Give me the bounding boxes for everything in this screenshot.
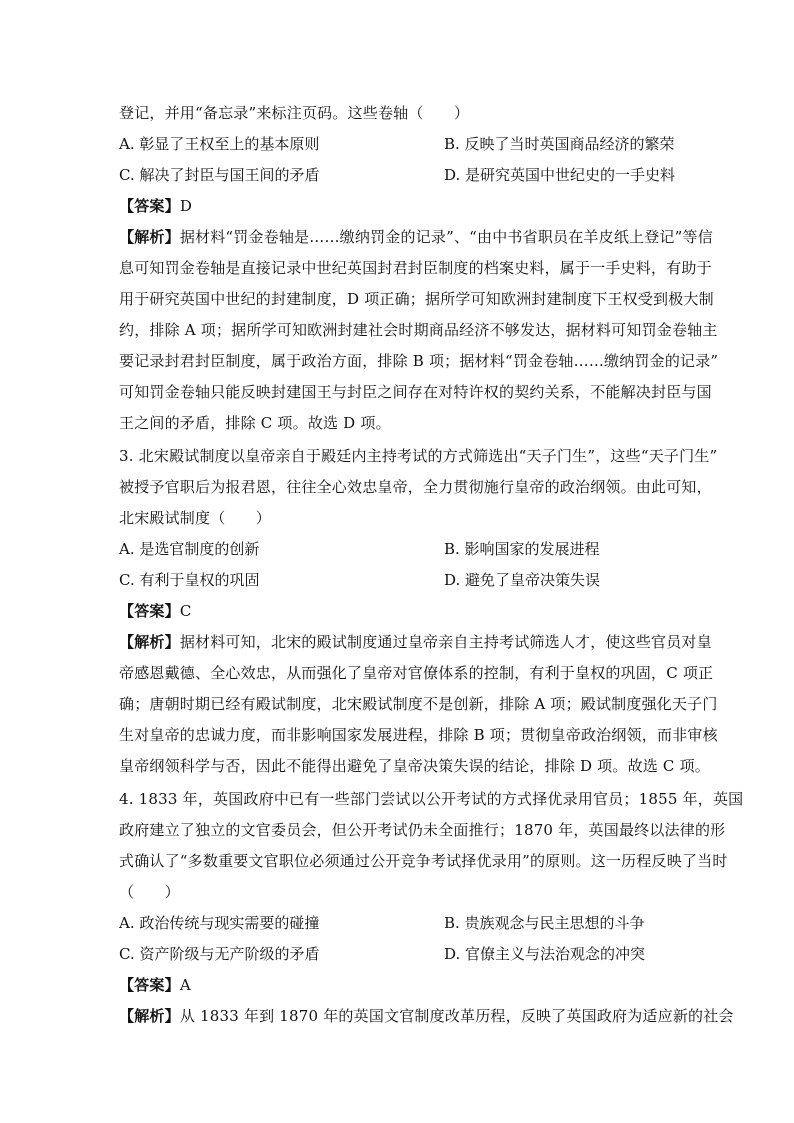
q2-analysis-line: 王之间的矛盾，排除 C 项。故选 D 项。 — [119, 414, 391, 432]
q2-analysis-line: 约，排除 A 项；据所学可知欧洲封建社会时期商品经济不够发达，据材料可知罚金卷轴主 — [119, 321, 718, 339]
q4-option-a: A. 政治传统与现实需要的碰撞 — [119, 914, 320, 932]
q2-option-c: C. 解决了封臣与国王间的矛盾 — [119, 166, 320, 184]
analysis-text: 从 1833 年到 1870 年的英国文官制度改革历程，反映了英国政府为适应新的社会 — [179, 1007, 734, 1025]
q4-stem-line: 式确认了“多数重要文官职位必须通过公开竞争考试择优录用”的原则。这一历程反映了当时 — [119, 852, 728, 870]
q3-analysis-line — [119, 632, 712, 652]
q3-stem-line: 北宋殿试制度（ ） — [119, 509, 272, 527]
analysis-text: 据材料“罚金卷轴是……缴纳罚金的记录”、“由中书省职员在羊皮纸上登记”等信 — [179, 228, 713, 246]
q2-option-d: D. 是研究英国中世纪史的一手史料 — [444, 166, 676, 184]
q3-option-d: D. 避免了皇帝决策失误 — [444, 571, 601, 589]
q3-answer — [119, 601, 679, 621]
q2-analysis-line: 要记录封君封臣制度，属于政治方面，排除 B 项；据材料“罚金卷轴……缴纳罚金的记录” — [119, 352, 719, 370]
q3-stem-line: 3. 北宋殿试制度以皇帝亲自于殿廷内主持考试的方式筛选出“天子门生”，这些“天子门生” — [119, 447, 718, 465]
q2-analysis-line: 用于研究英国中世纪的封建制度，D 项正确；据所学可知欧洲封建制度下王权受到极大制 — [119, 290, 714, 308]
q2-answer — [119, 196, 679, 216]
q2-stem: 登记，并用“备忘录”来标注页码。这些卷轴（ ） — [119, 104, 470, 122]
q4-stem-line: 4. 1833 年，英国政府中已有一些部门尝试以公开考试的方式择优录用官员；1855 年，英国 — [119, 790, 744, 808]
answer-value: A — [179, 976, 191, 994]
q2-analysis-line: 可知罚金卷轴只能反映封建国王与封臣之间存在对特许权的契约关系，不能解决封臣与国 — [119, 383, 712, 401]
q3-option-b: B. 影响国家的发展进程 — [444, 540, 600, 558]
analysis-tag: 【解析】 — [119, 1007, 180, 1025]
q2-option-b: B. 反映了当时英国商品经济的繁荣 — [444, 135, 675, 153]
q3-stem-line: 被授予官职后为报君恩，往往全心效忠皇帝，全力贯彻施行皇帝的政治纲领。由此可知， — [119, 478, 712, 496]
q3-analysis-line: 皇帝纲领科学与否，因此不能得出避免了皇帝决策失误的结论，排除 D 项。故选 C 项。 — [119, 757, 710, 775]
q4-option-c: C. 资产阶级与无产阶级的矛盾 — [119, 945, 320, 963]
q4-stem-line: （ ） — [119, 883, 180, 901]
q4-analysis-line — [119, 1006, 734, 1026]
q3-analysis-line: 帝感恩戴德、全心效忠，从而强化了皇帝对官僚体系的控制，有利于皇权的巩固，C 项正 — [119, 664, 714, 682]
q3-option-c: C. 有利于皇权的巩固 — [119, 571, 260, 589]
q3-option-a: A. 是选官制度的创新 — [119, 540, 260, 558]
answer-value: D — [179, 197, 193, 215]
q2-analysis-line — [119, 227, 713, 247]
q2-option-a: A. 彰显了王权至上的基本原则 — [119, 135, 320, 153]
q4-stem-line: 政府建立了独立的文官委员会，但公开考试仍未全面推行；1870 年，英国最终以法律的形 — [119, 821, 726, 839]
answer-tag: 【答案】 — [119, 197, 180, 215]
answer-tag: 【答案】 — [119, 602, 180, 620]
q3-analysis-line: 生对皇帝的忠诚力度，而非影响国家发展进程，排除 B 项；贯彻皇帝政治纲领，而非审核 — [119, 726, 718, 744]
q3-analysis-line: 确；唐朝时期已经有殿试制度，北宋殿试制度不是创新，排除 A 项；殿试制度强化天子门 — [119, 695, 718, 713]
analysis-text: 据材料可知，北宋的殿试制度通过皇帝亲自主持考试筛选人才，使这些官员对皇 — [179, 633, 712, 651]
q4-answer — [119, 975, 679, 995]
q2-analysis-line: 息可知罚金卷轴是直接记录中世纪英国封君封臣制度的档案史料，属于一手史料，有助于 — [119, 259, 712, 277]
analysis-tag: 【解析】 — [119, 228, 180, 246]
answer-tag: 【答案】 — [119, 976, 180, 994]
q4-option-d: D. 官僚主义与法治观念的冲突 — [444, 945, 646, 963]
q4-option-b: B. 贵族观念与民主思想的斗争 — [444, 914, 645, 932]
answer-value: C — [179, 602, 192, 620]
analysis-tag: 【解析】 — [119, 633, 180, 651]
